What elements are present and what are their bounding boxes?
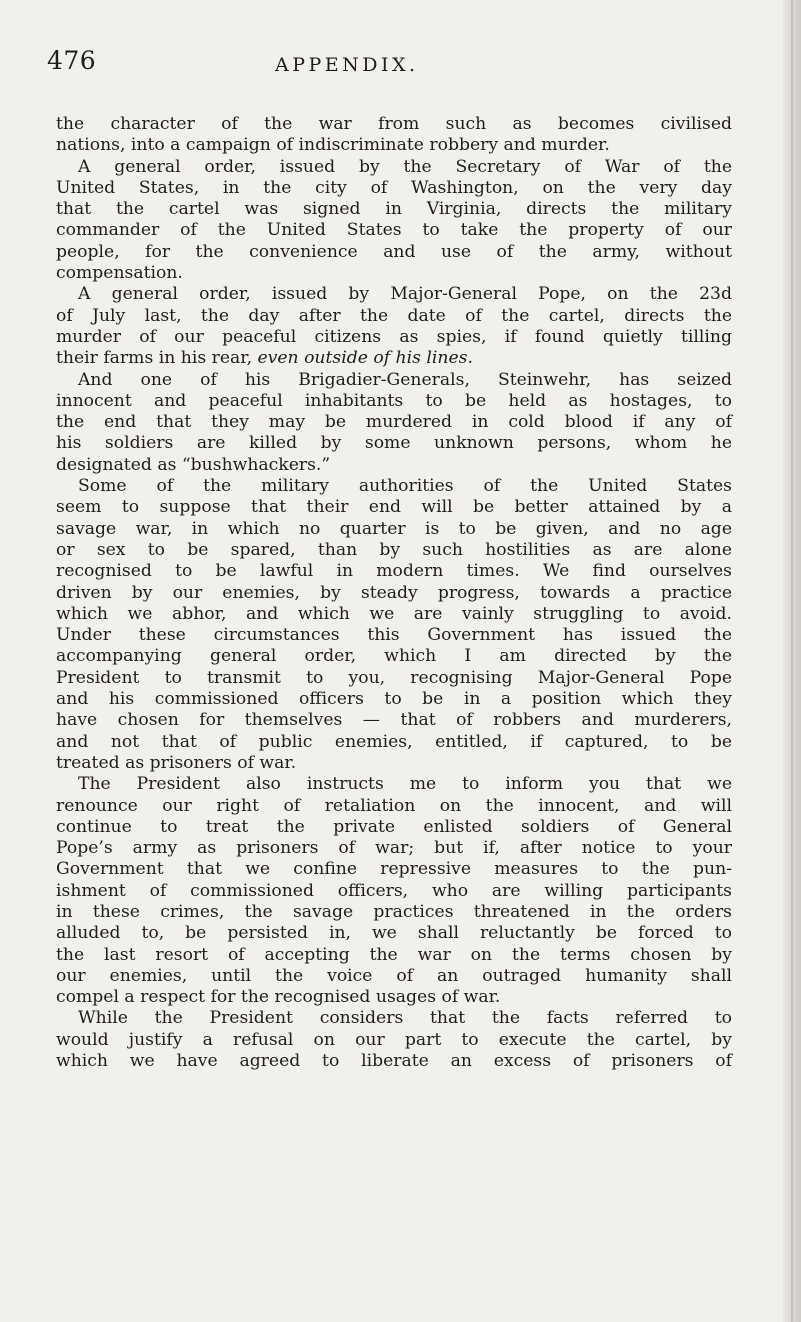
text-line: nations, into a campaign of indiscriminate robbery and murder.	[56, 135, 610, 156]
text-line: our enemies, until the voice of an outraged humanity shall	[56, 965, 732, 986]
text-line: seem to suppose that their end will be better attained by a	[56, 497, 732, 518]
text-line: Some of the military authorities of the United States	[78, 476, 732, 497]
text-line: compensation.	[56, 263, 183, 284]
text-line: innocent and peaceful inhabitants to be held as hostages, to	[56, 390, 732, 411]
page-edge-line	[791, 0, 793, 1322]
text-line: A general order, issued by Major-General Pope, on the 23d	[78, 284, 732, 305]
text-line: which we abhor, and which we are vainly struggling to avoid.	[56, 603, 732, 624]
text-line: Government that we confine repressive measures to the pun-	[56, 859, 732, 880]
italic-phrase: even outside of his lines.	[257, 348, 473, 369]
text-line: and not that of public enemies, entitled, if captured, to be	[56, 731, 732, 752]
text-line: And one of his Brigadier-Generals, Steinwehr, has seized	[78, 369, 732, 390]
running-title: APPENDIX.	[275, 54, 419, 76]
text-line: designated as “bushwhackers.”	[56, 454, 331, 475]
text-line: that the cartel was signed in Virginia, directs the military	[56, 199, 732, 220]
text-line: the last resort of accepting the war on the terms chosen by	[56, 944, 732, 965]
text-line: would justify a refusal on our part to execute the cartel, by	[56, 1029, 732, 1050]
text-line-with-italic	[56, 348, 732, 369]
text-line: treated as prisoners of war.	[56, 752, 297, 773]
text-line: United States, in the city of Washington, on the very day	[56, 177, 732, 198]
text-line: The President also instructs me to inform you that we	[78, 774, 732, 795]
text-line: his soldiers are killed by some unknown persons, whom he	[56, 433, 732, 454]
text-line: Pope’s army as prisoners of war; but if, after notice to your	[56, 838, 732, 859]
text-line: recognised to be lawful in modern times. We find ourselves	[56, 561, 732, 582]
text-line: and his commissioned officers to be in a position which they	[56, 689, 732, 710]
text-line: commander of the United States to take the property of our	[56, 220, 732, 241]
body-text	[56, 114, 732, 1072]
text-line: alluded to, be persisted in, we shall reluctantly be forced to	[56, 923, 732, 944]
text-line: renounce our right of retaliation on the innocent, and will	[56, 795, 732, 816]
text-line: ishment of commissioned officers, who are willing participants	[56, 880, 732, 901]
text-line: people, for the convenience and use of the army, without	[56, 241, 732, 262]
text-line: murder of our peaceful citizens as spies, if found quietly tilling	[56, 326, 732, 347]
page-number: 476	[47, 46, 97, 75]
text-line: compel a respect for the recognised usages of war.	[56, 987, 501, 1008]
text-line: While the President considers that the facts referred to	[78, 1008, 732, 1029]
text-line: President to transmit to you, recognising Major-General Pope	[56, 667, 732, 688]
text-line: which we have agreed to liberate an excess of prisoners of	[56, 1051, 732, 1072]
text-line: Under these circumstances this Government has issued the	[56, 625, 732, 646]
text-line: driven by our enemies, by steady progress, towards a practice	[56, 582, 732, 603]
text-line: in these crimes, the savage practices threatened in the orders	[56, 901, 732, 922]
text-line: have chosen for themselves — that of robbers and murderers,	[56, 710, 732, 731]
text-line: the end that they may be murdered in cold blood if any of	[56, 412, 732, 433]
text-line-start: their farms in his rear,	[56, 348, 258, 369]
text-line: A general order, issued by the Secretary of War of the	[78, 156, 732, 177]
running-head	[47, 46, 567, 86]
text-line: the character of the war from such as becomes civilised	[56, 114, 732, 134]
text-line: of July last, the day after the date of the cartel, directs the	[56, 305, 732, 326]
text-line: accompanying general order, which I am directed by the	[56, 646, 732, 667]
text-line: savage war, in which no quarter is to be given, and no age	[56, 518, 732, 539]
text-line: continue to treat the private enlisted soldiers of General	[56, 816, 732, 837]
text-line: or sex to be spared, than by such hostilities as are alone	[56, 539, 732, 560]
